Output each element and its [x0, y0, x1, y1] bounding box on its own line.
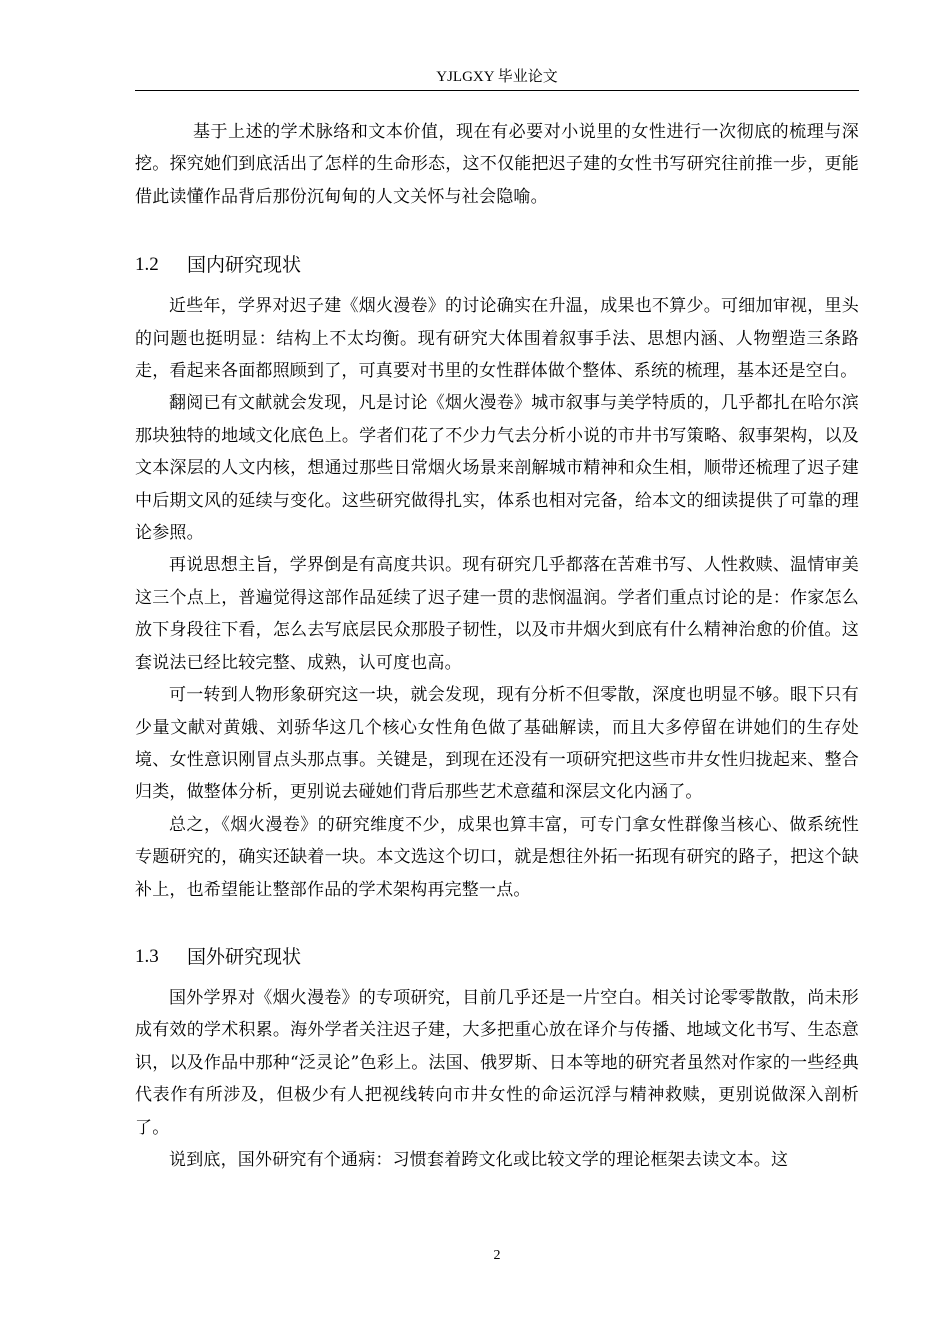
body-paragraph: 可一转到人物形象研究这一块，就会发现，现有分析不但零散，深度也明显不够。眼下只有少量文献对黄娥、刘骄华这几个核心女性角色做了基础解读，而且大多停留在讲她们的生存处境、女性意识刚冒点头那点事。关键是，到现在还没有一项研究把这些市井女性归拢起来、整合归类，做整体分析，更别说去碰她们背后那些艺术意蕴和深层文化内涵了。 [135, 685, 859, 803]
body-paragraph: 翻阅已有文献就会发现，凡是讨论《烟火漫卷》城市叙事与美学特质的，几乎都扎在哈尔滨那块独特的地域文化底色上。学者们花了不少力气去分析小说的市井书写策略、叙事架构，以及文本深层的人文内核，想通过那些日常烟火场景来剖解城市精神和众生相，顺带还梳理了迟子建中后期文风的延续与变化。这些研究做得扎实，体系也相对完备，给本文的细读提供了可靠的理论参照。 [135, 393, 859, 544]
body-paragraph: 说到底，国外研究有个通病：习惯套着跨文化或比较文学的理论框架去读文本。这 [169, 1149, 789, 1170]
body-paragraph: 近些年，学界对迟子建《烟火漫卷》的讨论确实在升温，成果也不算少。可细加审视，里头的问题也挺明显：结构上不太均衡。现有研究大体围着叙事手法、思想内涵、人物塑造三条路走，看起来各面都照顾到了，可真要对书里的女性群体做个整体、系统的梳理，基本还是空白。 [135, 296, 859, 382]
running-header: YJLGXY 毕业论文 [436, 69, 558, 85]
body-paragraph: 国外学界对《烟火漫卷》的专项研究，目前几乎还是一片空白。相关讨论零零散散，尚未形成有效的学术积累。海外学者关注迟子建，大多把重心放在译介与传播、地域文化书写、生态意识，以及作品中那种“泛灵论”色彩上。法国、俄罗斯、日本等地的研究者虽然对作家的一些经典代表作有所涉及，但极少有人把视线转向市井女性的命运沉浮与精神救赎，更别说做深入剖析了。 [135, 987, 859, 1138]
section-number: 1.3 [135, 945, 159, 967]
body-paragraph: 总之，《烟火漫卷》的研究维度不少，成果也算丰富，可专门拿女性群像当核心、做系统性专题研究的，确实还缺着一块。本文选这个切口，就是想往外拓一拓现有研究的路子，把这个缺补上，也希望能让整部作品的学术架构再完整一点。 [135, 814, 859, 900]
section-heading-1-2 [135, 250, 859, 280]
header-rule [135, 90, 859, 91]
body-paragraph: 再说思想主旨，学界倒是有高度共识。现有研究几乎都落在苦难书写、人性救赎、温情审美这三个点上，普遍觉得这部作品延续了迟子建一贯的悲悯温润。学者们重点讨论的是：作家怎么放下身段往下看，怎么去写底层民众那股子韧性，以及市井烟火到底有什么精神治愈的价值。这套说法已经比较完整、成熟，认可度也高。 [135, 555, 859, 673]
section-title: 国内研究现状 [187, 254, 302, 277]
section-heading-1-3 [135, 942, 859, 972]
page-number: 2 [493, 1248, 501, 1263]
page-body [135, 116, 859, 1176]
section-title: 国外研究现状 [187, 945, 302, 968]
intro-paragraph: 基于上述的学术脉络和文本价值，现在有必要对小说里的女性进行一次彻底的梳理与深挖。探究她们到底活出了怎样的生命形态，这不仅能把迟子建的女性书写研究往前推一步，更能借此读懂作品背后那份沉甸甸的人文关怀与社会隐喻。 [135, 122, 859, 207]
section-number: 1.2 [135, 254, 159, 276]
